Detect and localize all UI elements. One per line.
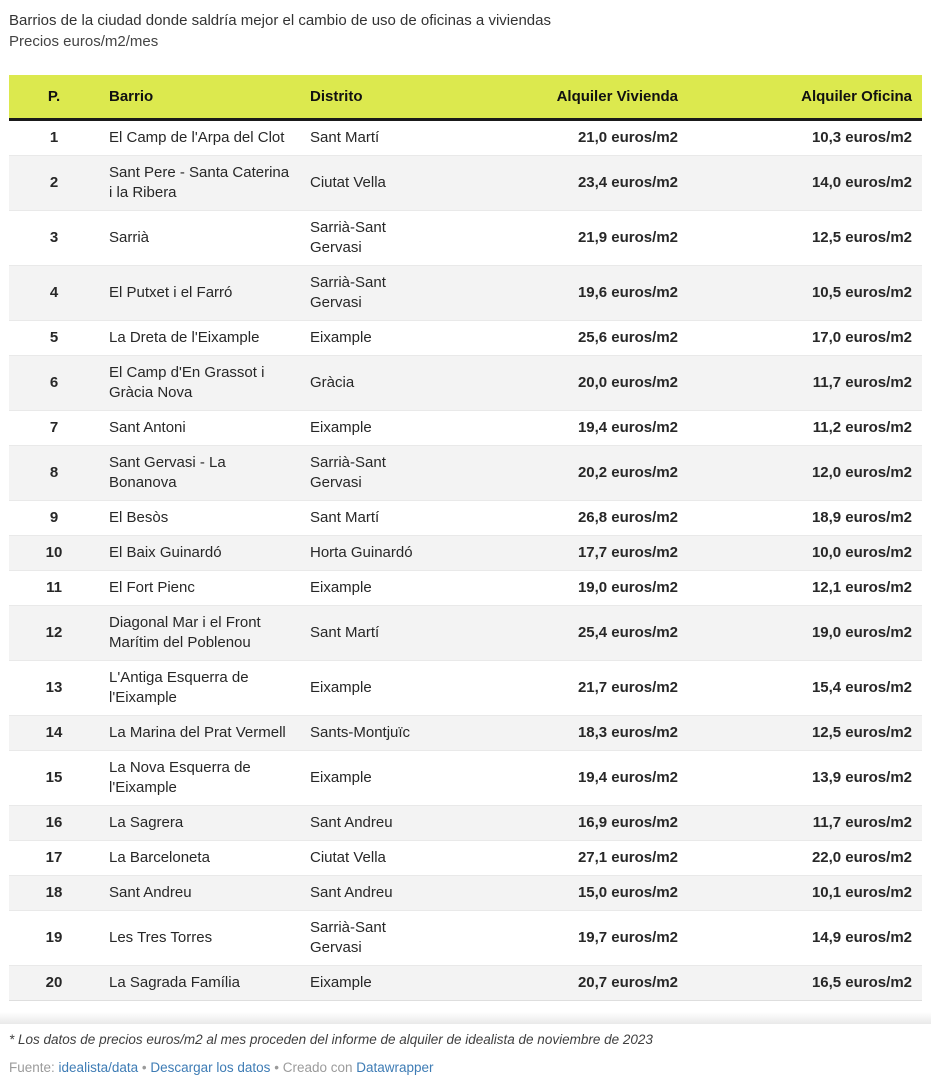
cell-barrio: La Nova Esquerra de l'Eixample: [99, 751, 300, 806]
cell-rank: 5: [9, 321, 99, 356]
cell-distrito: Eixample: [300, 966, 436, 1001]
separator-dot: •: [274, 1060, 279, 1075]
cell-rank: 18: [9, 876, 99, 911]
table-row: [9, 266, 922, 321]
cell-distrito: Sarrià-Sant Gervasi: [300, 446, 436, 501]
cell-rank: 1: [49, 129, 59, 146]
cell-alquiler-oficina: 16,5 euros/m2: [688, 966, 922, 1001]
cell-rank: 12: [9, 606, 99, 661]
cell-distrito: Sant Martí: [310, 129, 380, 146]
cell-rank: 20: [9, 966, 99, 1001]
cell-barrio: Sant Pere - Santa Caterina i la Ribera: [99, 156, 300, 211]
table-row: [9, 446, 922, 501]
bottom-fade: [0, 1012, 931, 1024]
cell-barrio: El Baix Guinardó: [99, 536, 300, 571]
cell-distrito: Sarrià-Sant Gervasi: [300, 911, 436, 966]
table-row: [9, 211, 922, 266]
source-label: Fuente:: [9, 1060, 55, 1075]
table-body: [9, 120, 922, 1001]
cell-barrio: Sant Andreu: [99, 876, 300, 911]
footnote: * Los datos de precios euros/m2 al mes proceden del informe de alquiler de idealista de noviembre de 2023: [9, 1032, 653, 1047]
table-row: [9, 606, 922, 661]
cell-distrito: Sants-Montjuïc: [300, 716, 436, 751]
cell-alquiler-vivienda: 26,8 euros/m2: [436, 501, 688, 536]
cell-rank: 19: [9, 911, 99, 966]
cell-distrito: Eixample: [300, 661, 436, 716]
column-header-rank: P.: [9, 75, 99, 120]
cell-rank: 17: [9, 841, 99, 876]
cell-alquiler-oficina: 14,9 euros/m2: [688, 911, 922, 966]
cell-distrito: Sarrià-Sant Gervasi: [300, 211, 436, 266]
cell-rank: 9: [9, 501, 99, 536]
cell-rank: 2: [9, 156, 99, 211]
cell-alquiler-oficina: 11,7 euros/m2: [688, 356, 922, 411]
cell-alquiler-vivienda: 15,0 euros/m2: [436, 876, 688, 911]
chart-subtitle: Precios euros/m2/mes: [9, 33, 159, 50]
table-row: [9, 911, 922, 966]
download-data-link[interactable]: Descargar los datos: [150, 1060, 271, 1075]
cell-distrito: Eixample: [300, 411, 436, 446]
table-row: [9, 321, 922, 356]
source-link[interactable]: idealista/data: [58, 1060, 139, 1075]
cell-alquiler-vivienda: 21,9 euros/m2: [436, 211, 688, 266]
table-row: [9, 806, 922, 841]
cell-distrito: Gràcia: [300, 356, 436, 411]
table-row: [9, 536, 922, 571]
cell-alquiler-vivienda: 19,7 euros/m2: [436, 911, 688, 966]
cell-alquiler-vivienda: 17,7 euros/m2: [436, 536, 688, 571]
chart-title: Barrios de la ciudad donde saldría mejor el cambio de uso de oficinas a viviendas: [9, 12, 551, 29]
cell-rank: 11: [9, 571, 99, 606]
cell-rank: 15: [9, 751, 99, 806]
cell-barrio: Sarrià: [99, 211, 300, 266]
cell-barrio: El Camp de l'Arpa del Clot: [109, 129, 285, 146]
table-row: [9, 876, 922, 911]
cell-barrio: El Besòs: [99, 501, 300, 536]
cell-barrio: La Sagrada Família: [99, 966, 300, 1001]
cell-distrito: Eixample: [300, 751, 436, 806]
cell-alquiler-vivienda: 23,4 euros/m2: [436, 156, 688, 211]
cell-alquiler-oficina: 19,0 euros/m2: [688, 606, 922, 661]
cell-distrito: Ciutat Vella: [300, 841, 436, 876]
cell-rank: 6: [9, 356, 99, 411]
cell-distrito: Ciutat Vella: [300, 156, 436, 211]
column-header-alquiler-vivienda: Alquiler Vivienda: [436, 75, 688, 120]
cell-distrito: Sant Martí: [300, 606, 436, 661]
cell-alquiler-oficina: 12,1 euros/m2: [688, 571, 922, 606]
cell-alquiler-oficina: 10,3 euros/m2: [811, 129, 912, 146]
cell-barrio: Sant Gervasi - La Bonanova: [99, 446, 300, 501]
cell-rank: 13: [9, 661, 99, 716]
cell-barrio: El Fort Pienc: [99, 571, 300, 606]
cell-alquiler-oficina: 17,0 euros/m2: [688, 321, 922, 356]
cell-alquiler-vivienda: 16,9 euros/m2: [436, 806, 688, 841]
cell-barrio: L'Antiga Esquerra de l'Eixample: [99, 661, 300, 716]
table-row: [9, 751, 922, 806]
cell-rank: 3: [9, 211, 99, 266]
cell-barrio: Sant Antoni: [99, 411, 300, 446]
cell-alquiler-oficina: 18,9 euros/m2: [688, 501, 922, 536]
chart-footer: [9, 1031, 922, 1077]
cell-rank: 10: [9, 536, 99, 571]
cell-alquiler-vivienda: 27,1 euros/m2: [436, 841, 688, 876]
cell-rank: 14: [9, 716, 99, 751]
cell-alquiler-vivienda: 21,0 euros/m2: [577, 129, 678, 146]
cell-alquiler-oficina: 10,0 euros/m2: [688, 536, 922, 571]
cell-distrito: Eixample: [300, 321, 436, 356]
cell-alquiler-vivienda: 20,0 euros/m2: [436, 356, 688, 411]
cell-barrio: La Marina del Prat Vermell: [99, 716, 300, 751]
cell-distrito: Horta Guinardó: [300, 536, 436, 571]
column-header-barrio: Barrio: [99, 75, 300, 120]
cell-barrio: La Dreta de l'Eixample: [99, 321, 300, 356]
cell-rank: 4: [9, 266, 99, 321]
table-row: [9, 356, 922, 411]
cell-alquiler-oficina: 22,0 euros/m2: [688, 841, 922, 876]
table-row: [9, 966, 922, 1001]
table-row: [9, 571, 922, 606]
cell-barrio: La Sagrera: [99, 806, 300, 841]
cell-alquiler-vivienda: 19,4 euros/m2: [436, 751, 688, 806]
cell-alquiler-oficina: 11,2 euros/m2: [688, 411, 922, 446]
cell-distrito: Sant Andreu: [300, 806, 436, 841]
cell-distrito: Sant Martí: [300, 501, 436, 536]
table-row: [9, 661, 922, 716]
cell-alquiler-vivienda: 18,3 euros/m2: [436, 716, 688, 751]
cell-alquiler-oficina: 13,9 euros/m2: [688, 751, 922, 806]
cell-barrio: La Barceloneta: [99, 841, 300, 876]
cell-distrito: Sant Andreu: [300, 876, 436, 911]
datawrapper-link[interactable]: Datawrapper: [356, 1060, 434, 1075]
created-with-label: Creado con: [282, 1060, 353, 1075]
cell-alquiler-oficina: 14,0 euros/m2: [688, 156, 922, 211]
column-header-alquiler-oficina: Alquiler Oficina: [688, 75, 922, 120]
column-header-distrito: Distrito: [300, 75, 436, 120]
cell-alquiler-oficina: 11,7 euros/m2: [688, 806, 922, 841]
table-header-row: [9, 75, 922, 120]
table-row: [9, 841, 922, 876]
cell-alquiler-oficina: 12,5 euros/m2: [688, 211, 922, 266]
cell-alquiler-vivienda: 21,7 euros/m2: [436, 661, 688, 716]
cell-alquiler-oficina: 10,5 euros/m2: [688, 266, 922, 321]
cell-alquiler-vivienda: 25,4 euros/m2: [436, 606, 688, 661]
cell-distrito: Eixample: [300, 571, 436, 606]
cell-barrio: El Camp d'En Grassot i Gràcia Nova: [99, 356, 300, 411]
cell-alquiler-oficina: 12,5 euros/m2: [688, 716, 922, 751]
cell-alquiler-oficina: 12,0 euros/m2: [688, 446, 922, 501]
table-row: [9, 716, 922, 751]
cell-barrio: Les Tres Torres: [99, 911, 300, 966]
table-row: [9, 120, 922, 156]
separator-dot: •: [141, 1060, 147, 1075]
cell-alquiler-vivienda: 25,6 euros/m2: [436, 321, 688, 356]
cell-distrito: Sarrià-Sant Gervasi: [300, 266, 436, 321]
cell-alquiler-vivienda: 20,2 euros/m2: [436, 446, 688, 501]
cell-barrio: Diagonal Mar i el Front Marítim del Poblenou: [99, 606, 300, 661]
table-row: [9, 501, 922, 536]
table-row: [9, 156, 922, 211]
cell-alquiler-vivienda: 20,7 euros/m2: [436, 966, 688, 1001]
cell-alquiler-oficina: 15,4 euros/m2: [688, 661, 922, 716]
table-row: [9, 411, 922, 446]
cell-rank: 16: [9, 806, 99, 841]
cell-rank: 7: [9, 411, 99, 446]
cell-rank: 8: [9, 446, 99, 501]
cell-alquiler-vivienda: 19,4 euros/m2: [436, 411, 688, 446]
cell-alquiler-vivienda: 19,6 euros/m2: [436, 266, 688, 321]
rental-comparison-table: [9, 75, 922, 1001]
cell-barrio: El Putxet i el Farró: [99, 266, 300, 321]
cell-alquiler-oficina: 10,1 euros/m2: [688, 876, 922, 911]
cell-alquiler-vivienda: 19,0 euros/m2: [436, 571, 688, 606]
source-line: [9, 1059, 922, 1077]
